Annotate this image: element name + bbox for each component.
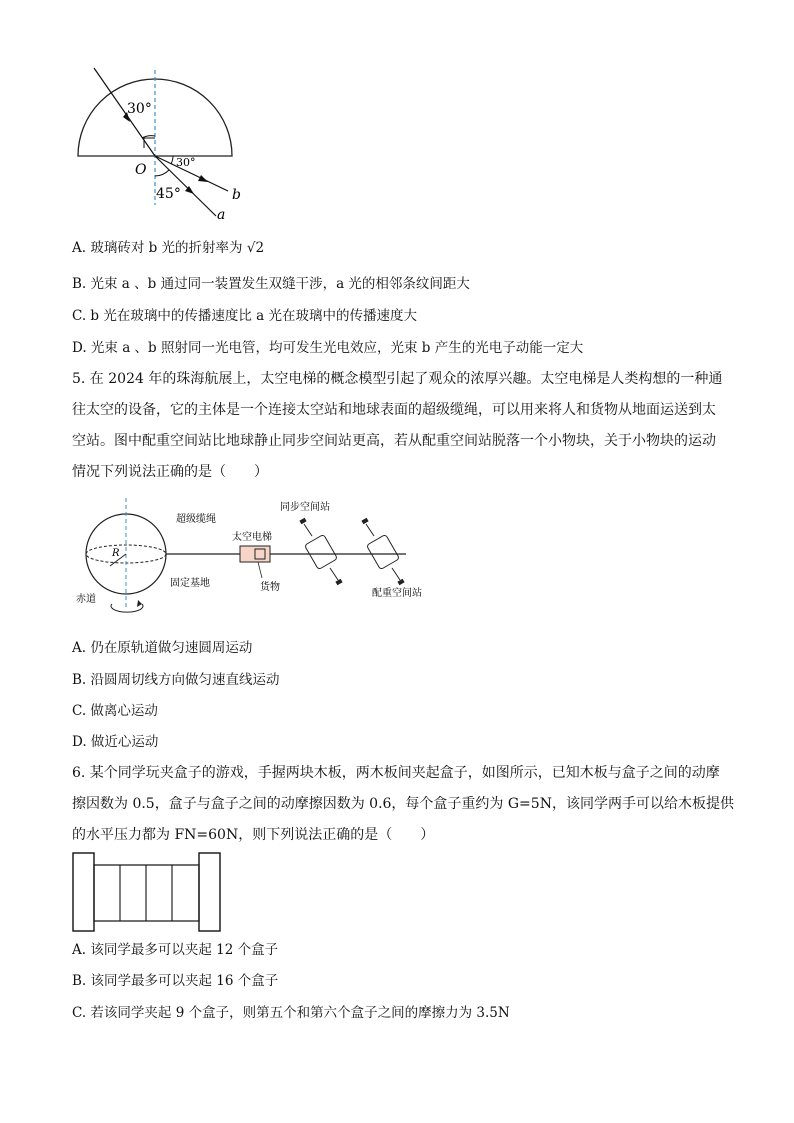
cargo-pointer <box>258 562 262 578</box>
base-label: 固定基地 <box>170 578 210 589</box>
q6-line-1: 6. 某个同学玩夹盒子的游戏，手握两块木板，两木板间夹起盒子，如图所示，已知木板与盒子之间的动摩 <box>72 765 720 781</box>
origin-label: O <box>135 162 147 178</box>
q5-option-d: D. 做近心运动 <box>72 734 159 750</box>
q6-option-c: C. 若该同学夹起 9 个盒子，则第五个和第六个盒子之间的摩擦力为 3.5N <box>72 1005 510 1021</box>
boxes-figure <box>72 852 224 934</box>
elevator-label: 太空电梯 <box>232 532 272 543</box>
q5-option-c: C. 做离心运动 <box>72 703 158 719</box>
q5-line-3: 空站。图中配重空间站比地球静止同步空间站更高，若从配重空间站脱落一个小物块，关于小物块的运动 <box>72 433 716 449</box>
q4-option-a: A. 玻璃砖对 b 光的折射率为 √2 <box>72 240 265 256</box>
radius-label: R <box>112 548 120 559</box>
q6-line-2: 擦因数为 0.5，盒子与盒子之间的动摩擦因数为 0.6，每个盒子重约为 G=5N，该同学两手可以给木板提供 <box>72 796 734 812</box>
q4-option-c: C. b 光在玻璃中的传播速度比 a 光在玻璃中的传播速度大 <box>72 308 417 324</box>
ray-b-arrow <box>198 175 208 182</box>
space-elevator-figure <box>76 490 446 625</box>
left-board <box>73 853 94 931</box>
q4-option-d: D. 光束 a 、b 照射同一光电管，均可发生光电效应，光束 b 产生的光电子动能一定大 <box>72 340 584 356</box>
ray-a-label: a <box>217 207 226 223</box>
equator-label: 赤道 <box>76 594 96 605</box>
rotation-arrowhead <box>137 600 142 607</box>
refraction-figure <box>70 60 270 230</box>
q5-line-1: 5. 在 2024 年的珠海航展上，太空电梯的概念模型引起了观众的浓厚兴趣。太空电梯是人类构想的一种通 <box>72 371 723 387</box>
ray-b-label: b <box>232 187 241 203</box>
counterweight-label: 配重空间站 <box>372 588 422 599</box>
sync-station-label: 同步空间站 <box>280 502 330 513</box>
q5-option-a: A. 仍在原轨道做匀速圆周运动 <box>72 640 253 656</box>
angle-bottom-label: 45° <box>156 186 181 202</box>
counterweight-station <box>361 518 404 585</box>
q6-option-a: A. 该同学最多可以夹起 12 个盒子 <box>72 942 279 958</box>
cable-label: 超级缆绳 <box>176 514 216 525</box>
q5-line-4: 情况下列说法正确的是（ ） <box>72 464 268 480</box>
right-board <box>199 853 220 931</box>
angle-arc-right <box>171 156 173 164</box>
angle-right-label: 30° <box>176 156 196 169</box>
q5-line-2: 往太空的设备，它的主体是一个连接太空站和地球表面的超级缆绳，可以用来将人和货物从地面运送到太 <box>72 402 716 418</box>
semicircle-glass <box>78 79 232 156</box>
cargo-label: 货物 <box>260 582 280 593</box>
q6-line-3: 的水平压力都为 FN=60N，则下列说法正确的是（ ） <box>72 827 435 843</box>
q4-option-b: B. 光束 a 、b 通过同一装置发生双缝干涉，a 光的相邻条纹间距大 <box>72 276 470 292</box>
q6-option-b: B. 该同学最多可以夹起 16 个盒子 <box>72 973 279 989</box>
q5-option-b: B. 沿圆周切线方向做匀速直线运动 <box>72 672 280 688</box>
angle-top-label: 30° <box>127 101 152 117</box>
angle-arc-bottom <box>155 170 169 176</box>
sync-station <box>299 518 342 585</box>
